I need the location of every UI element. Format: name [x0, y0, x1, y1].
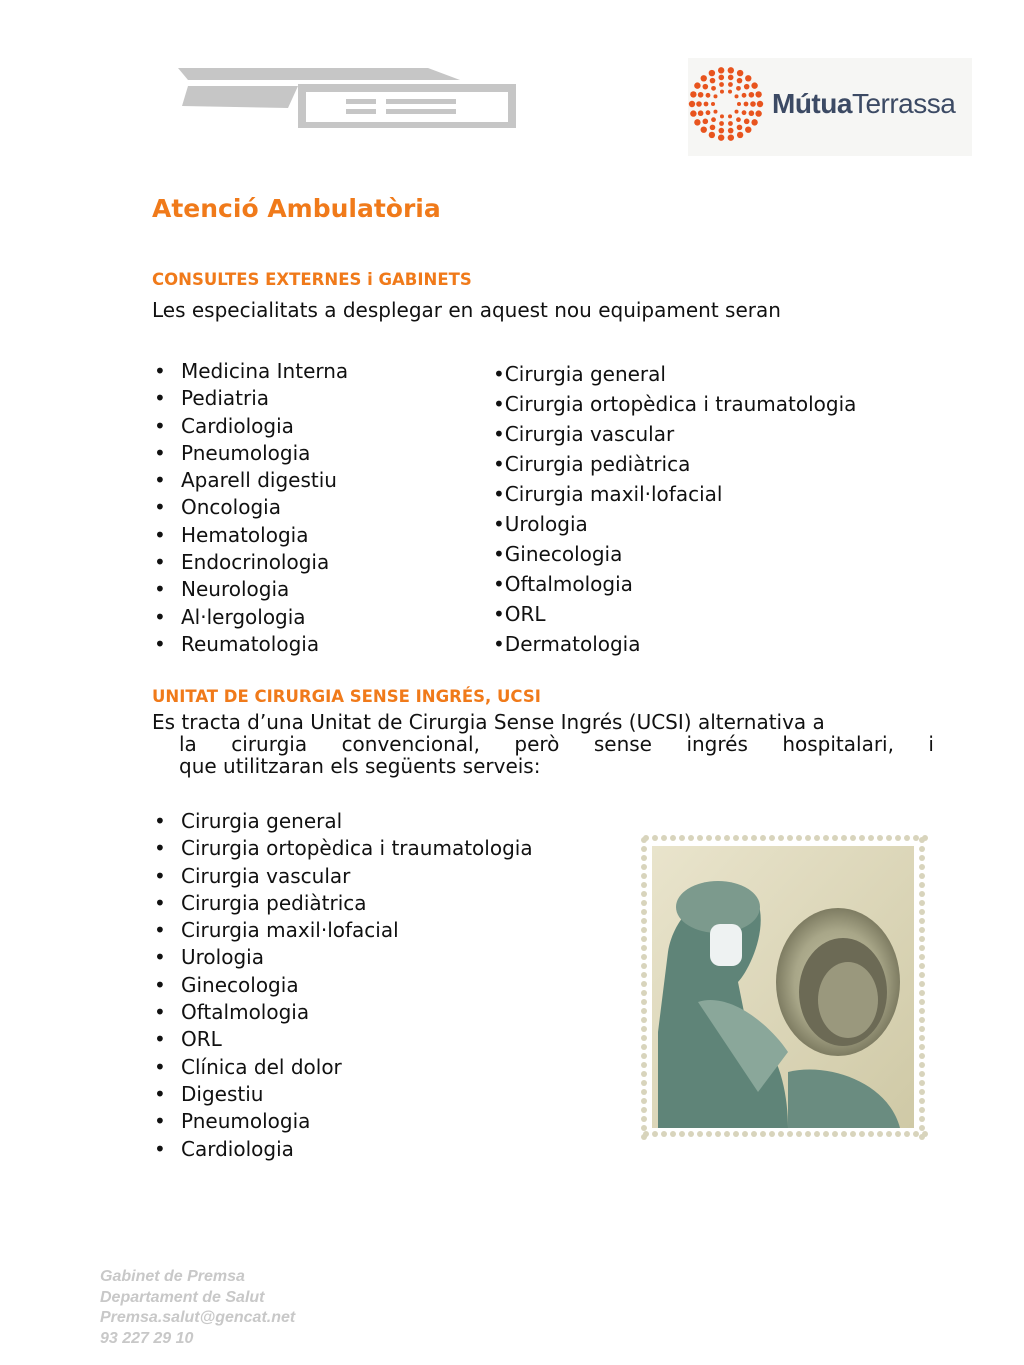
list-item [152, 604, 348, 631]
list-item [152, 522, 348, 549]
bullet-icon: • [154, 1136, 166, 1161]
section1-intro: Les especialitats a desplegar en aquest nou equipament seran [152, 298, 781, 322]
bullet-icon: • [154, 522, 166, 547]
list-item [493, 479, 856, 509]
bullet-icon: • [154, 890, 166, 915]
list-item [493, 509, 856, 539]
list-item-label: Oftalmologia [181, 1000, 310, 1025]
list-item-label: Cirurgia vascular [504, 422, 675, 446]
list-item-label: Endocrinologia [181, 550, 330, 575]
list-item [152, 467, 348, 494]
bullet-icon: • [154, 359, 166, 383]
bullet-icon: • [493, 632, 505, 656]
bullet-icon: • [154, 809, 166, 833]
list-item [152, 863, 533, 890]
list-item-label: Pneumologia [181, 1109, 311, 1134]
list-item-label: Cirurgia pediàtrica [181, 890, 367, 915]
list-item-label: Cirurgia maxil·lofacial [504, 482, 723, 506]
list-item-label: Digestiu [181, 1081, 264, 1106]
bullet-icon: • [154, 1109, 166, 1134]
bullet-icon: • [493, 422, 505, 446]
bullet-icon: • [493, 452, 505, 476]
bullet-icon: • [154, 550, 166, 575]
bullet-icon: • [154, 495, 166, 520]
footer-line-2: Departament de Salut [100, 1288, 265, 1306]
list-item-label: Cirurgia maxil·lofacial [181, 918, 399, 943]
para-line-2: la cirurgia convencional, però sense ingrés hospitalari, i [179, 732, 934, 756]
list-item-label: Neurologia [181, 577, 290, 602]
list-item [152, 917, 533, 944]
para-line-3: que utilitzaran els següents serveis: [179, 754, 541, 778]
brand-light: Terrassa [851, 88, 956, 119]
list-item-label: Dermatologia [504, 632, 641, 656]
list-item-label: Pediatria [181, 386, 270, 411]
list-item [493, 359, 856, 389]
bullet-icon: • [154, 468, 166, 493]
list-item-label: ORL [181, 1027, 222, 1052]
list-item [493, 389, 856, 419]
footer-contact [100, 1267, 295, 1349]
bullet-icon: • [493, 392, 505, 416]
list-item [493, 449, 856, 479]
list-item-label: Urologia [504, 512, 588, 536]
bullet-icon: • [154, 604, 166, 629]
bullet-icon: • [154, 631, 166, 656]
list-item [493, 629, 856, 659]
bullet-icon: • [154, 1027, 166, 1052]
bullet-icon: • [493, 542, 505, 566]
bullet-icon: • [154, 1081, 166, 1106]
page-title: Atenció Ambulatòria [152, 194, 441, 223]
list-item [152, 808, 533, 835]
bullet-icon: • [154, 972, 166, 997]
list-item-label: Cardiologia [181, 1136, 294, 1161]
list-item [152, 1081, 533, 1108]
bullet-icon: • [154, 1054, 166, 1079]
list-item-label: Al·lergologia [181, 604, 306, 629]
bullet-icon: • [154, 386, 166, 411]
para-line-1: Es tracta d’una Unitat de Cirurgia Sense Ingrés (UCSI) alternativa a [152, 710, 825, 734]
bullet-icon: • [493, 572, 505, 596]
list-item [493, 569, 856, 599]
footer-line-1: Gabinet de Premsa [100, 1268, 245, 1285]
list-item [493, 419, 856, 449]
list-item-label: Oftalmologia [504, 572, 633, 596]
list-item [493, 539, 856, 569]
footer-phone: 93 227 29 10 [100, 1329, 194, 1347]
brand-bold: Mútua [772, 88, 852, 119]
dots-ring-icon [688, 66, 764, 142]
section2-heading: UNITAT DE CIRURGIA SENSE INGRÉS, UCSI [152, 687, 541, 706]
brand-name [772, 88, 955, 120]
list-item-label: Oncologia [181, 495, 281, 520]
list-item-label: Cardiologia [181, 413, 294, 438]
bullet-icon: • [493, 482, 505, 506]
list-item [152, 385, 348, 412]
list-item-label: Ginecologia [181, 972, 299, 997]
list-item [152, 1026, 533, 1053]
list-item [152, 890, 533, 917]
list-item [152, 494, 348, 521]
generalitat-logo-icon [178, 66, 518, 128]
list-item-label: Cirurgia general [504, 362, 666, 386]
bullet-icon: • [154, 1000, 166, 1025]
section1-right-list [493, 359, 856, 659]
list-item-label: Cirurgia pediàtrica [504, 452, 691, 476]
list-item-label: ORL [504, 602, 546, 626]
bullet-icon: • [493, 602, 505, 626]
section1-left-list [152, 358, 348, 658]
footer-email[interactable]: Premsa.salut@gencat.net [100, 1309, 296, 1326]
bullet-icon: • [154, 577, 166, 602]
section1-heading: CONSULTES EXTERNES i GABINETS [152, 270, 472, 289]
bullet-icon: • [493, 512, 505, 536]
list-item [152, 576, 348, 603]
list-item [152, 999, 533, 1026]
list-item-label: Aparell digestiu [181, 468, 337, 493]
list-item [152, 835, 533, 862]
list-item [152, 1136, 533, 1163]
list-item-label: Urologia [181, 945, 264, 970]
list-item-label: Cirurgia ortopèdica i traumatologia [504, 392, 857, 416]
list-item [493, 599, 856, 629]
section2-paragraph [152, 711, 934, 777]
list-item [152, 972, 533, 999]
bullet-icon: • [154, 945, 166, 970]
list-item-label: Cirurgia vascular [181, 863, 351, 888]
list-item-label: Clínica del dolor [181, 1054, 342, 1079]
list-item-label: Pneumologia [181, 440, 311, 465]
bullet-icon: • [154, 918, 166, 943]
bullet-icon: • [154, 440, 166, 465]
bullet-icon: • [154, 413, 166, 438]
list-item [152, 944, 533, 971]
list-item [152, 1108, 533, 1135]
list-item [152, 413, 348, 440]
list-item-label: Reumatologia [181, 631, 320, 656]
bullet-icon: • [493, 362, 505, 386]
list-item-label: Cirurgia general [181, 809, 343, 833]
list-item-label: Cirurgia ortopèdica i traumatologia [181, 836, 533, 861]
list-item-label: Ginecologia [504, 542, 623, 566]
list-item-label: Medicina Interna [181, 359, 349, 383]
bullet-icon: • [154, 836, 166, 861]
list-item [152, 1054, 533, 1081]
bullet-icon: • [154, 863, 166, 888]
list-item [152, 358, 348, 385]
mutua-terrassa-logo [688, 58, 972, 156]
section2-list [152, 808, 533, 1163]
list-item [152, 549, 348, 576]
surgeon-photo [638, 832, 928, 1142]
list-item-label: Hematologia [181, 522, 309, 547]
list-item [152, 440, 348, 467]
list-item [152, 631, 348, 658]
